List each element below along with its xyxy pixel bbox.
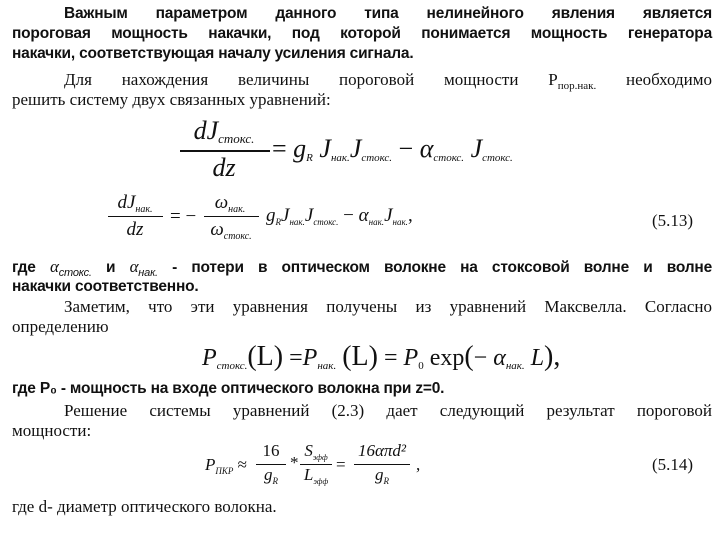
eq4-f1-den: $g_R$ (264, 465, 278, 486)
eq4-f2-num: $S_{эфф}$ (304, 441, 328, 462)
eq1-num-dJ: dJ (193, 116, 219, 145)
eq1-denominator: dz (212, 153, 236, 182)
eq4-lhs: $P_{ПКР}$ ≈ (205, 455, 247, 476)
eq4-f3-den: $g_R$ (375, 465, 389, 486)
paragraph-input-power: где P₀ - мощность на входе оптического волокна при z=0. (12, 380, 445, 397)
system-text-a: Для нахождения величины пороговой мощности P (64, 70, 558, 89)
eq4-equals: = (336, 455, 346, 474)
equation-number-5-14: (5.14) (652, 455, 694, 474)
eq4-f2-den: $L_{эфф}$ (303, 465, 329, 486)
paragraph-losses-line2: накачки соответственно. (12, 278, 199, 295)
eq2-numerator: $dJ_{нак.}$ (117, 192, 153, 215)
equation-number-5-13: (5.13) (652, 211, 694, 230)
eq4-f1-num: 16 (262, 441, 280, 460)
eq2-omega-numerator: $\omega_{нак.}$ (214, 192, 246, 215)
paragraph-maxwell-line1: Заметим, что эти уравнения получены из уравнений Максвелла. Согласно (64, 297, 712, 316)
eq2-rhs: $g_RJ_{нак.}J_{стокс.} - \alpha_{нак.}J_{нак.}$, (266, 205, 413, 227)
paragraph-threshold-intro-line2: пороговая мощность накачки, под которой понимается мощность генератора (12, 25, 712, 42)
eq2-equals-minus: = − (170, 206, 197, 227)
paragraph-solution-line1: Решение системы уравнений (2.3) дает следующий результат пороговой (64, 401, 712, 420)
paragraph-losses-line1: где $\alpha_{стокс.}$ и $\alpha_{нак.}$ - потери в оптическом волокне на стоксовой волне и волне (12, 257, 712, 279)
eq4-comma: , (416, 455, 421, 474)
eq2-omega-bar (204, 216, 259, 217)
eq2-fraction-bar (108, 216, 163, 217)
eq2-omega-denominator: $\omega_{стокс.}$ (210, 219, 252, 242)
equation-power-definition: $P_{стокс.}(L) =P_{нак.}$ $(L) = P_0$ $\exp(- \alpha_{нак.}$ L), (202, 341, 561, 372)
eq1-fraction-bar (180, 150, 270, 152)
eq1-numerator (178, 116, 270, 147)
p-threshold-subscript: пор.нак. (557, 80, 597, 92)
eq2-denominator: dz (126, 219, 144, 240)
paragraph-threshold-intro-line1: Важным параметром данного типа нелинейного явления является (64, 5, 712, 22)
eq4-star: * (290, 453, 299, 472)
paragraph-system-line2: решить систему двух связанных уравнений: (12, 90, 331, 109)
paragraph-maxwell-line2: определению (12, 317, 109, 336)
paragraph-solution-line2: мощности: (12, 421, 92, 440)
eq1-num-sub: стокс. (218, 131, 255, 146)
eq4-f3-num: 16απd² (357, 441, 407, 460)
paragraph-threshold-intro-line3: накачки, соответствующая началу усиления сигнала. (12, 45, 414, 62)
eq1-rhs: = $g_R$ $J_{нак.}J_{стокс.} - \alpha_{стокс.}$ $J_{стокс.}$ (272, 134, 513, 164)
paragraph-diameter: где d- диаметр оптического волокна. (12, 497, 277, 516)
system-text-b: необходимо (625, 70, 712, 89)
